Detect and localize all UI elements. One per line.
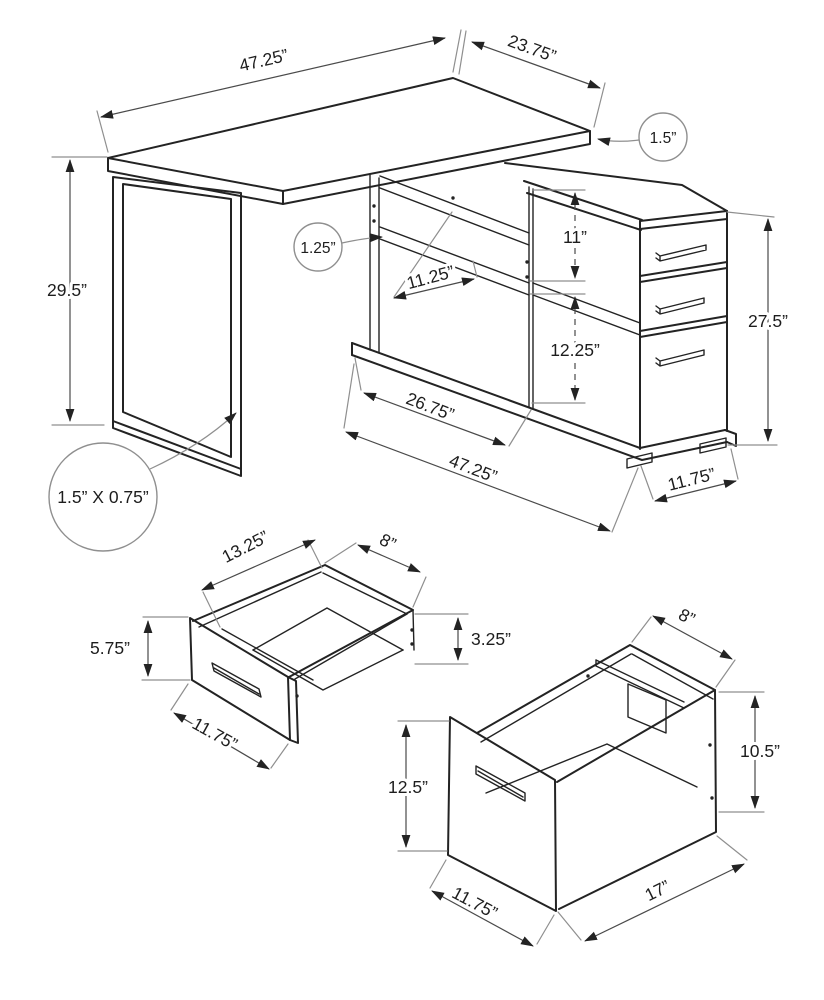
- callout-shelf-thickness: 1.25”: [300, 240, 336, 257]
- top-thickness-leader: [598, 139, 639, 141]
- dim-sd-inner-length: 13.25”: [218, 526, 272, 567]
- small-drawer-view: [90, 526, 511, 769]
- shelf-thickness-leader: [342, 237, 382, 243]
- dim-pedestal-depth: 11.75”: [665, 463, 718, 495]
- desk-assembly-view: [47, 30, 788, 551]
- small-drawer-inner-lines: [199, 572, 414, 690]
- dim-overall-height: 29.5”: [47, 280, 87, 300]
- small-drawer-handle: [212, 663, 261, 697]
- desk-return-top: [505, 163, 727, 230]
- dim-open-section: 26.75”: [403, 388, 457, 425]
- dim-sd-inner-depth: 8”: [376, 529, 400, 555]
- large-drawer-inner-lines: [481, 654, 713, 793]
- dim-base-length: 47.25”: [446, 450, 500, 487]
- callout-top-thickness: 1.5”: [649, 130, 677, 147]
- dim-sd-front-height: 5.75”: [90, 638, 130, 658]
- dim-shelf-depth: 11.25”: [404, 261, 457, 294]
- pedestal-drawer-handles: [656, 245, 706, 366]
- dim-ld-inner-depth: 8”: [675, 604, 699, 630]
- dim-top-depth: 23.75”: [505, 30, 559, 67]
- small-drawer-outline: [190, 565, 413, 743]
- large-drawer-handle: [476, 766, 525, 801]
- desk-drawer-pedestal: [640, 211, 727, 449]
- dim-upper-cubby: 11”: [563, 227, 587, 247]
- dim-ld-side-height: 10.5”: [740, 741, 780, 761]
- large-drawer-view: [388, 604, 780, 946]
- dim-ld-front-width: 11.75”: [448, 882, 501, 923]
- dim-sd-front-width: 11.75”: [188, 713, 241, 755]
- callout-leg-profile: 1.5” X 0.75”: [57, 487, 149, 507]
- large-drawer-outline: [448, 645, 716, 911]
- dim-lower-cubby: 12.25”: [550, 340, 600, 360]
- desk-metal-leg: [113, 177, 241, 476]
- dim-pedestal-height: 27.5”: [748, 311, 788, 331]
- dim-top-length: 47.25”: [237, 44, 291, 76]
- dim-sd-side-height: 3.25”: [471, 629, 511, 649]
- dim-ld-drawer-depth: 17”: [641, 876, 674, 906]
- dim-ld-front-height: 12.5”: [388, 777, 428, 797]
